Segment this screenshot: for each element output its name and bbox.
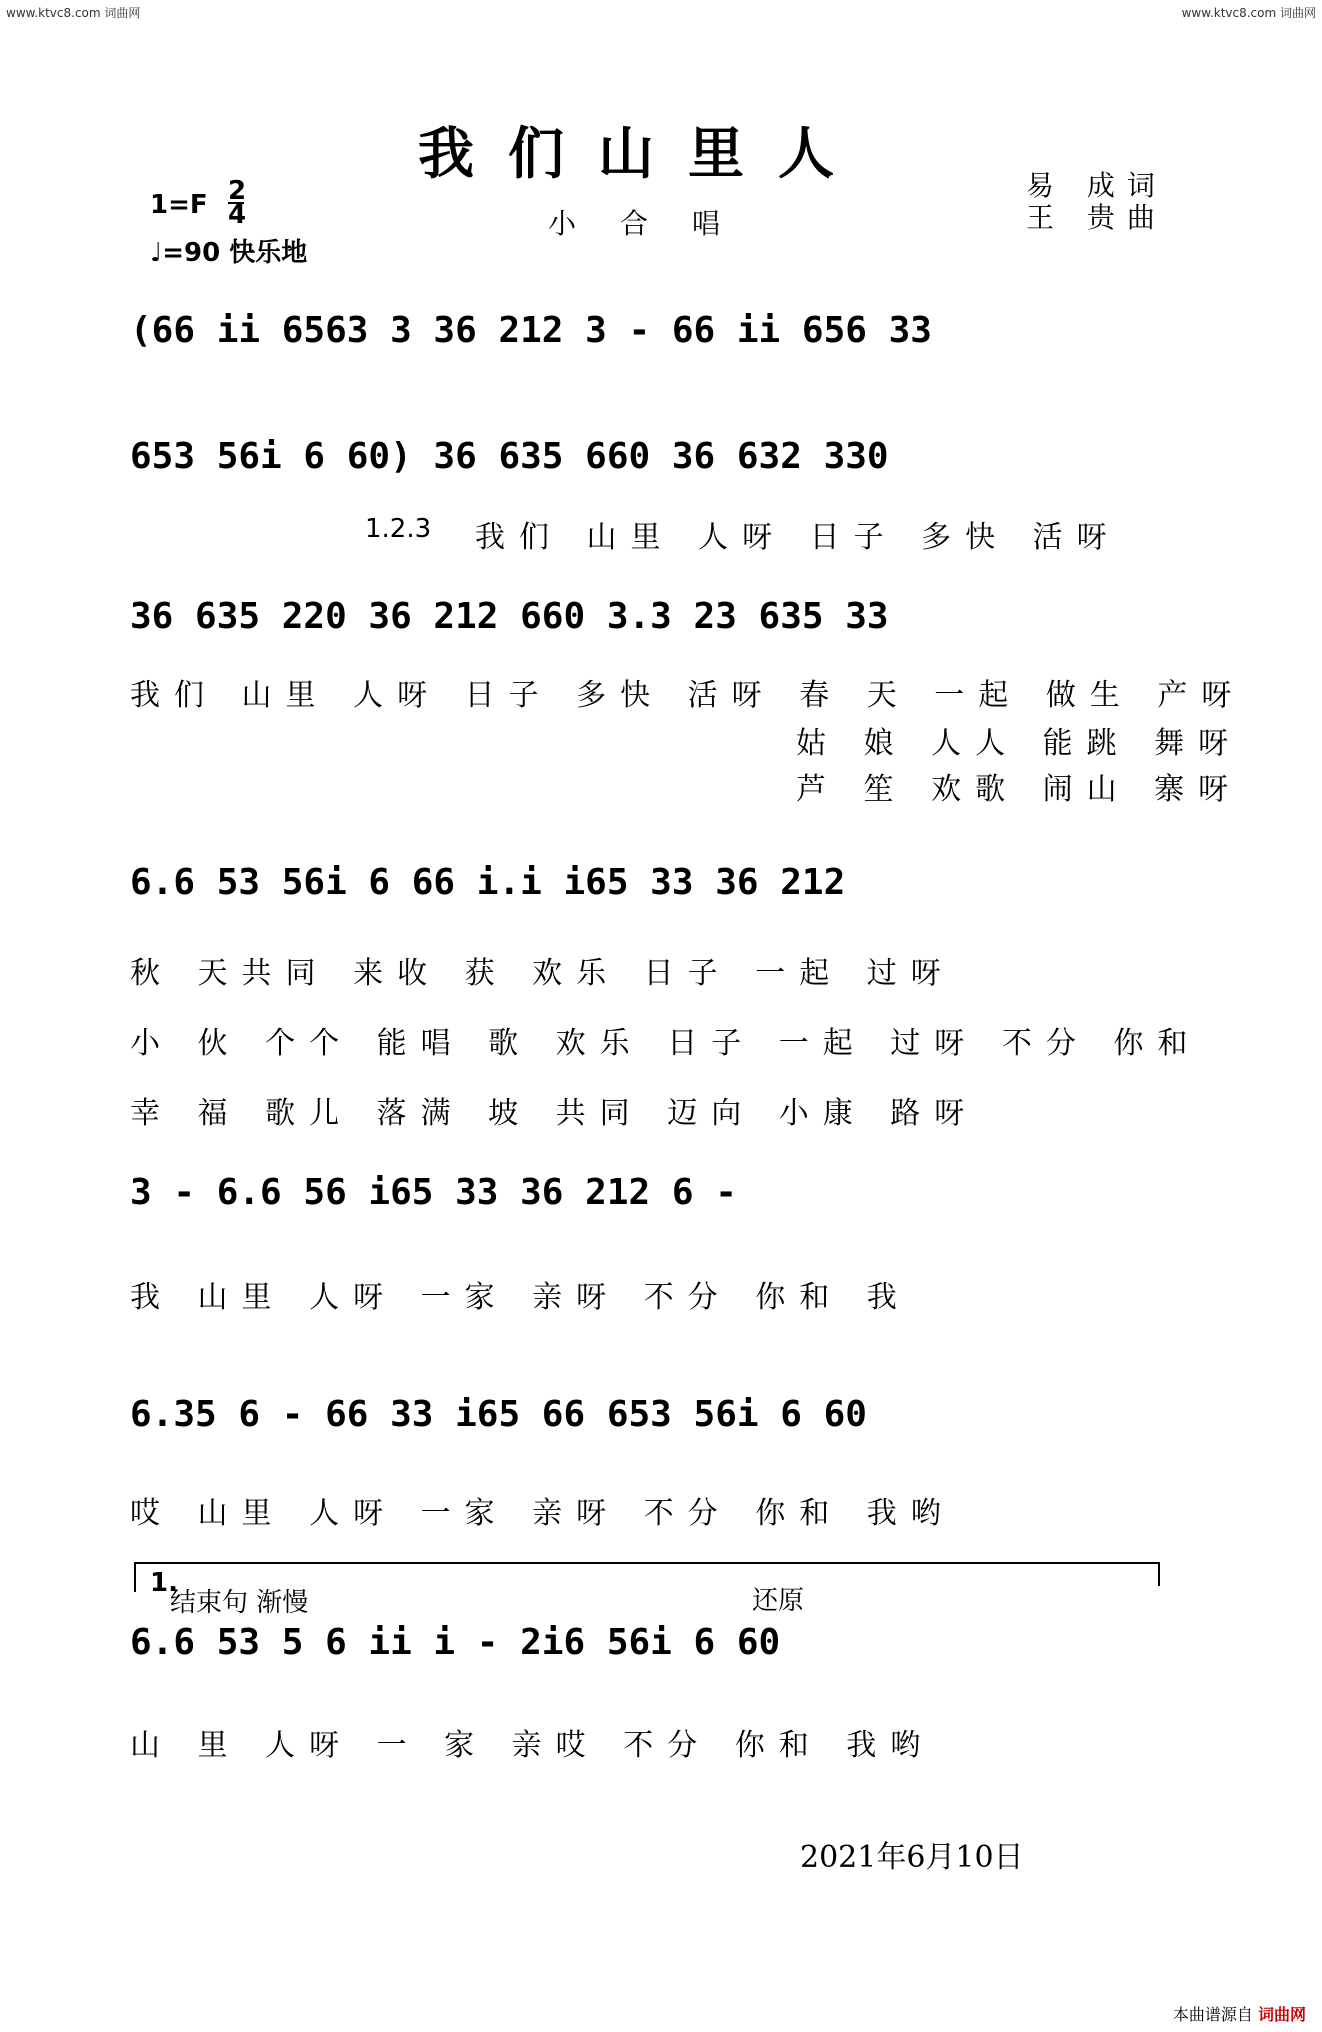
staff-line-3: 36 635 220 36 212 660 3.3 23 635 33 [130, 596, 889, 637]
watermark-right: www.ktvc8.com 词曲网 [1181, 6, 1316, 20]
staff-line-4: 6.6 53 56i 6 66 i.i i65 33 36 212 [130, 862, 846, 903]
time-signature [228, 176, 247, 230]
staff-line-2: 653 56i 6 60) 36 635 660 36 632 330 [130, 436, 889, 477]
time-sig-bottom: 4 [228, 200, 247, 230]
end-phrase-marking: 结束句 渐慢 [170, 1588, 309, 1618]
footer-text: 本曲谱源自 [1172, 2005, 1253, 2024]
verse-marker: 1.2.3 [365, 514, 432, 544]
staff-line-1: (66 ii 6563 3 36 212 3 - 66 ii 656 33 [130, 310, 932, 351]
volta-bracket [134, 1562, 1160, 1564]
composition-date: 2021年6月10日 [800, 1840, 1024, 1875]
staff-line-7: 6.6 53 5 6 ii i - 2i6 56i 6 60 [130, 1622, 781, 1663]
restore-marking: 还原 [752, 1586, 805, 1616]
song-subtitle: 小合唱 [548, 207, 765, 240]
lyric-line-8: 我 山里 人呀 一家 亲呀 不分 你和 我 [130, 1280, 911, 1315]
time-sig-top: 2 [228, 176, 247, 206]
tempo-marking: ♩=90 快乐地 [150, 238, 308, 268]
key-signature: 1=F [150, 190, 208, 220]
footer-brand: 词曲网 [1257, 2005, 1306, 2024]
lyric-line-1: 我们 山里 人呀 日子 多快 活呀 [475, 520, 1121, 555]
lyric-line-4: 芦 笙 欢歌 闹山 寨呀 [796, 772, 1243, 807]
song-title: 我们山里人 [418, 121, 868, 187]
lyric-line-7: 幸 福 歌儿 落满 坡 共同 迈向 小康 路呀 [130, 1096, 979, 1131]
staff-line-5: 3 - 6.6 56 i65 33 36 212 6 - [130, 1172, 737, 1213]
lyric-line-5: 秋 天共同 来收 获 欢乐 日子 一起 过呀 [130, 956, 955, 991]
composer-credit: 王 贵曲 [1026, 201, 1167, 234]
lyric-line-6: 小 伙 个个 能唱 歌 欢乐 日子 一起 过呀 不分 你和 [130, 1026, 1202, 1061]
lyricist-credit: 易 成词 [1026, 169, 1167, 202]
volta-bracket-left [134, 1562, 136, 1592]
footer-credit [1173, 2002, 1306, 2025]
watermark-left: www.ktvc8.com 词曲网 [6, 6, 141, 20]
staff-line-6: 6.35 6 - 66 33 i65 66 653 56i 6 60 [130, 1394, 867, 1435]
lyric-line-9: 哎 山里 人呀 一家 亲呀 不分 你和 我哟 [130, 1496, 955, 1531]
volta-bracket-right [1158, 1562, 1160, 1586]
lyric-line-10: 山 里 人呀 一 家 亲哎 不分 你和 我哟 [130, 1728, 935, 1763]
lyric-line-3: 姑 娘 人人 能跳 舞呀 [796, 726, 1243, 761]
volta-number: 1. [150, 1568, 178, 1598]
lyric-line-2: 我们 山里 人呀 日子 多快 活呀 春 天 一起 做生 产呀 [130, 678, 1246, 713]
